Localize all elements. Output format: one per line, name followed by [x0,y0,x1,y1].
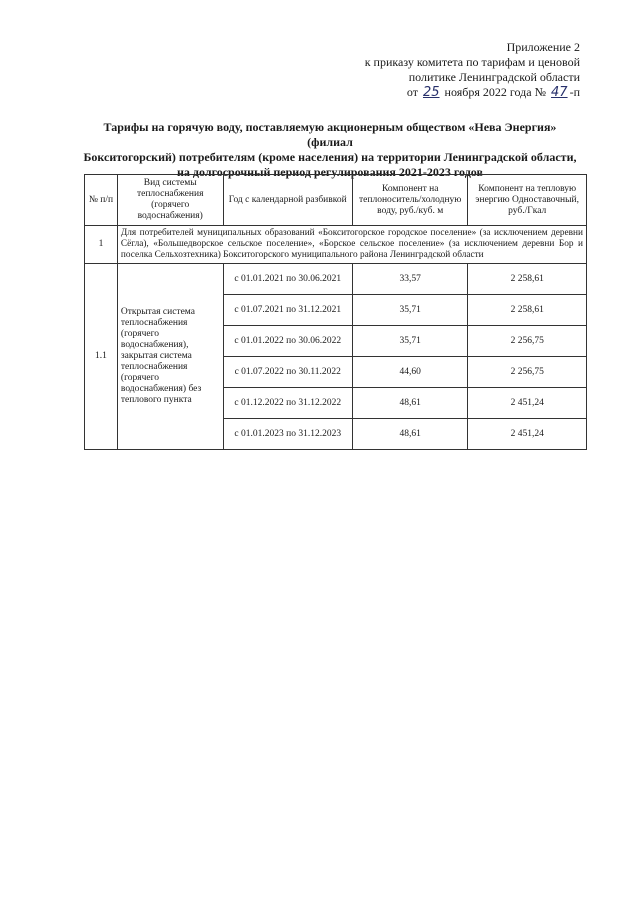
system-type-description: Открытая система теплоснабжения (горячего водоснабжения), закрытая система теплоснабжения (горячего водоснабжения) без теплового пункта [117,264,223,450]
appendix-order-ref: к приказу комитета по тарифам и ценовой [364,55,580,69]
header-heat-component: Компонент на тепловую энергию Одноставочный, руб./Гкал [468,175,587,226]
period-cell: с 01.01.2021 по 30.06.2021 [223,264,353,295]
heat-value: 2 256,75 [468,326,587,357]
section-description: Для потребителей муниципальных образований «Бокситогорское городское поселение» (за исключением деревни Сёгла), «Большедворское сельское поселение», «Борское сельское поселение» (за исключением деревни Бор и поселка Сельхозтехника) Бокситогорского муниципального района Ленинградской области [117,226,586,264]
heat-value: 2 451,24 [468,419,587,450]
table-row [85,264,587,295]
appendix-authority: политике Ленинградской области [408,70,580,84]
heat-value: 2 256,75 [468,357,587,388]
header-num: № п/п [85,175,118,226]
header-year: Год с календарной разбивкой [223,175,353,226]
period-cell: с 01.01.2022 по 30.06.2022 [223,326,353,357]
period-cell: с 01.07.2021 по 31.12.2021 [223,295,353,326]
coolant-value: 48,61 [353,388,468,419]
document-title [80,120,580,180]
coolant-value: 33,57 [353,264,468,295]
handwritten-day: 25 [422,85,440,100]
header-coolant-component: Компонент на теплоноситель/холодную воду, руб./куб. м [353,175,468,226]
order-suffix: -п [569,85,580,99]
title-line-1: Тарифы на горячую воду, поставляемую акционерным обществом «Нева Энергия» (филиал [103,120,557,149]
header-system-type: Вид системы теплоснабжения (горячего водоснабжения) [117,175,223,226]
heat-value: 2 258,61 [468,295,587,326]
date-middle: ноября 2022 года № [444,85,547,99]
subsection-num: 1.1 [85,264,118,450]
title-line-2: Бокситогорский) потребителям (кроме населения) на территории Ленинградской области, [83,150,577,164]
section-num: 1 [85,226,118,264]
section-row [85,226,587,264]
coolant-value: 35,71 [353,326,468,357]
heat-value: 2 451,24 [468,388,587,419]
heat-value: 2 258,61 [468,264,587,295]
coolant-value: 44,60 [353,357,468,388]
appendix-header [260,40,580,100]
appendix-date-line [260,85,580,100]
appendix-label: Приложение 2 [506,40,580,54]
coolant-value: 48,61 [353,419,468,450]
period-cell: с 01.07.2022 по 30.11.2022 [223,357,353,388]
period-cell: с 01.12.2022 по 31.12.2022 [223,388,353,419]
table-header-row [85,175,587,226]
handwritten-order-number: 47 [551,85,568,100]
coolant-value: 35,71 [353,295,468,326]
date-prefix: от [406,85,418,99]
period-cell: с 01.01.2023 по 31.12.2023 [223,419,353,450]
tariff-table [84,174,587,450]
title-line-3: на долгосрочный период регулирования 2021-2023 годов [177,165,483,179]
